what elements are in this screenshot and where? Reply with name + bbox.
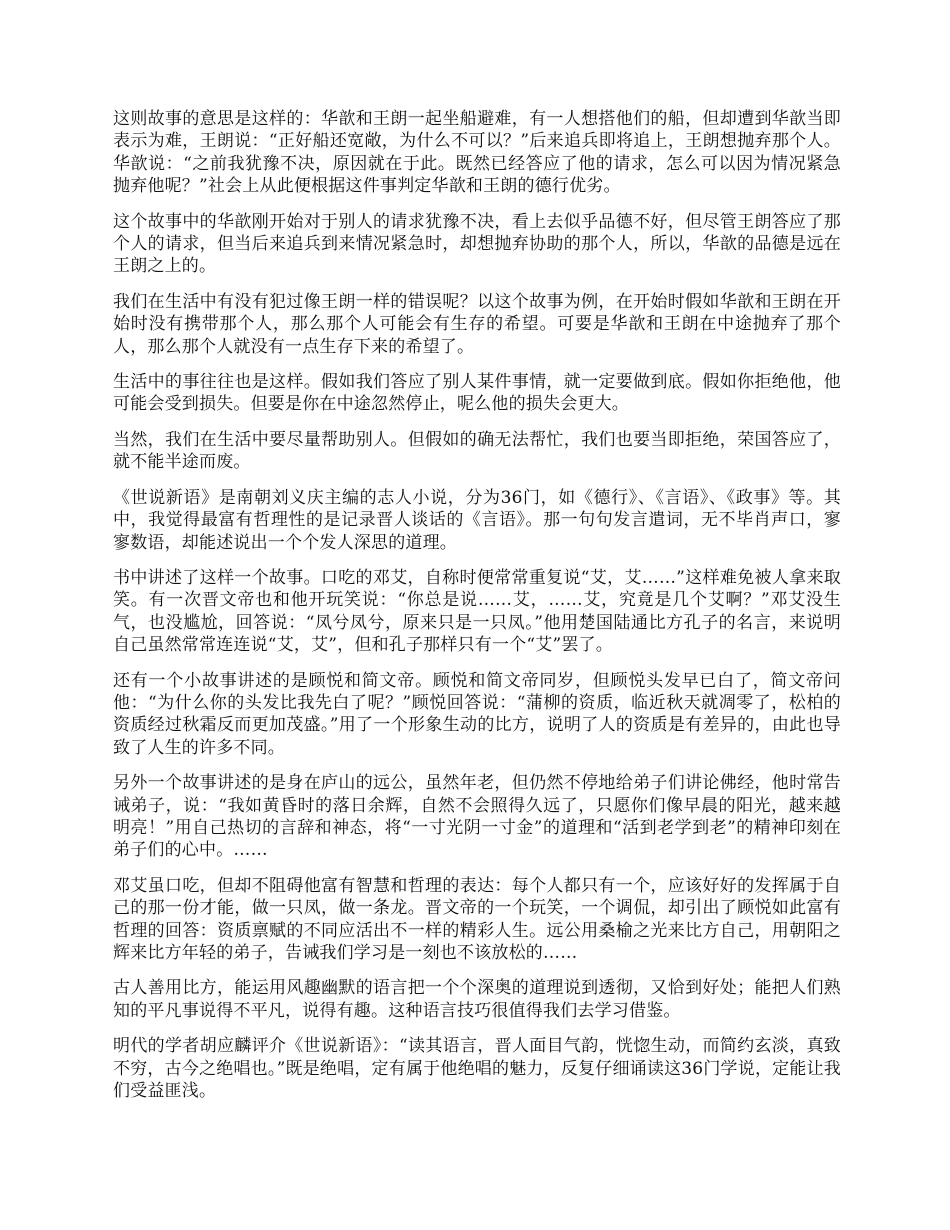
paragraph-11: 古人善用比方，能运用风趣幽默的语言把一个个深奥的道理说到透彻，又恰到好处；能把人们熟知的平凡事说得不平凡，说得有趣。这种语言技巧很值得我们去学习借鉴。: [113, 978, 841, 1021]
paragraph-7: 书中讲述了这样一个故事。口吃的邓艾，自称时便常常重复说“艾，艾……”这样难免被人拿来取笑。有一次晋文帝也和他开玩笑说：“你总是说……艾，……艾，究竟是几个艾啊？”邓艾没生气，也没尴尬，回答说：“凤兮凤兮，原来只是一只凤。”他用楚国陆通比方孔子的名言，来说明自己虽然常常连连说“艾，艾”，但和孔子那样只有一个“艾”罢了。: [113, 567, 841, 656]
paragraph-6: 《世说新语》是南朝刘义庆主编的志人小说，分为36门，如《德行》、《言语》、《政事》等。其中，我觉得最富有哲理性的是记录晋人谈话的《言语》。那一句句发言遣词，无不毕肖声口，寥寥数语，却能述说出一个个发人深思的道理。: [113, 487, 841, 553]
paragraph-3: 我们在生活中有没有犯过像王朗一样的错误呢？以这个故事为例，在开始时假如华歆和王朗在开始时没有携带那个人，那么那个人可能会有生存的希望。可要是华歆和王朗在中途抛弃了那个人，那么那个人就没有一点生存下来的希望了。: [113, 291, 841, 357]
paragraph-8: 还有一个小故事讲述的是顾悦和简文帝。顾悦和简文帝同岁，但顾悦头发早已白了，简文帝问他：“为什么你的头发比我先白了呢？”顾悦回答说：“蒲柳的资质，临近秋天就凋零了，松柏的资质经过秋霜反而更加茂盛。”用了一个形象生动的比方，说明了人的资质是有差异的，由此也导致了人生的许多不同。: [113, 670, 841, 758]
paragraph-1: 这则故事的意思是这样的：华歆和王朗一起坐船避难，有一人想搭他们的船，但却遭到华歆当即表示为难，王朗说：“正好船还宽敞，为什么不可以？”后来追兵即将追上，王朗想抛弃那个人。华歆说：“之前我犹豫不决，原因就在于此。既然已经答应了他的请求，怎么可以因为情况紧急抛弃他呢？”社会上从此便根据这件事判定华歆和王朗的德行优劣。: [113, 109, 841, 197]
paragraph-12: 明代的学者胡应麟评介《世说新语》：“读其语言，晋人面目气韵，恍惚生动，而简约玄淡，真致不穷，古今之绝唱也。”既是绝唱，定有属于他绝唱的魅力，反复仔细诵读这36门学说，定能让我们受益匪浅。: [113, 1036, 841, 1102]
paragraph-4: 生活中的事往往也是这样。假如我们答应了别人某件事情，就一定要做到底。假如你拒绝他，他可能会受到损失。但要是你在中途忽然停止，呢么他的损失会更大。: [113, 372, 841, 415]
paragraph-10: 邓艾虽口吃，但却不阻碍他富有智慧和哲理的表达：每个人都只有一个，应该好好的发挥属于自己的那一份才能，做一只凤，做一条龙。晋文帝的一个玩笑，一个调侃，却引出了顾悦如此富有哲理的回答：资质禀赋的不同应活出不一样的精彩人生。远公用桑榆之光来比方自己，用朝阳之辉来比方年轻的弟子，告诫我们学习是一刻也不该放松的……: [113, 875, 841, 963]
paragraph-2: 这个故事中的华歆刚开始对于别人的请求犹豫不决，看上去似乎品德不好，但尽管王朗答应了那个人的请求，但当后来追兵到来情况紧急时，却想抛弃协助的那个人，所以，华歆的品德是远在王朗之上的。: [113, 211, 841, 277]
document-body: [113, 108, 841, 1115]
paragraph-9: 另外一个故事讲述的是身在庐山的远公，虽然年老，但仍然不停地给弟子们讲论佛经，他时常告诫弟子，说：“我如黄昏时的落日余辉，自然不会照得久远了，只愿你们像早晨的阳光，越来越明亮！”用自己热切的言辞和神态，将“一寸光阴一寸金”的道理和“活到老学到老”的精神印刻在弟子们的心中。……: [113, 773, 841, 861]
paragraph-5: 当然，我们在生活中要尽量帮助别人。但假如的确无法帮忙，我们也要当即拒绝，荣国答应了，就不能半途而废。: [113, 429, 841, 473]
